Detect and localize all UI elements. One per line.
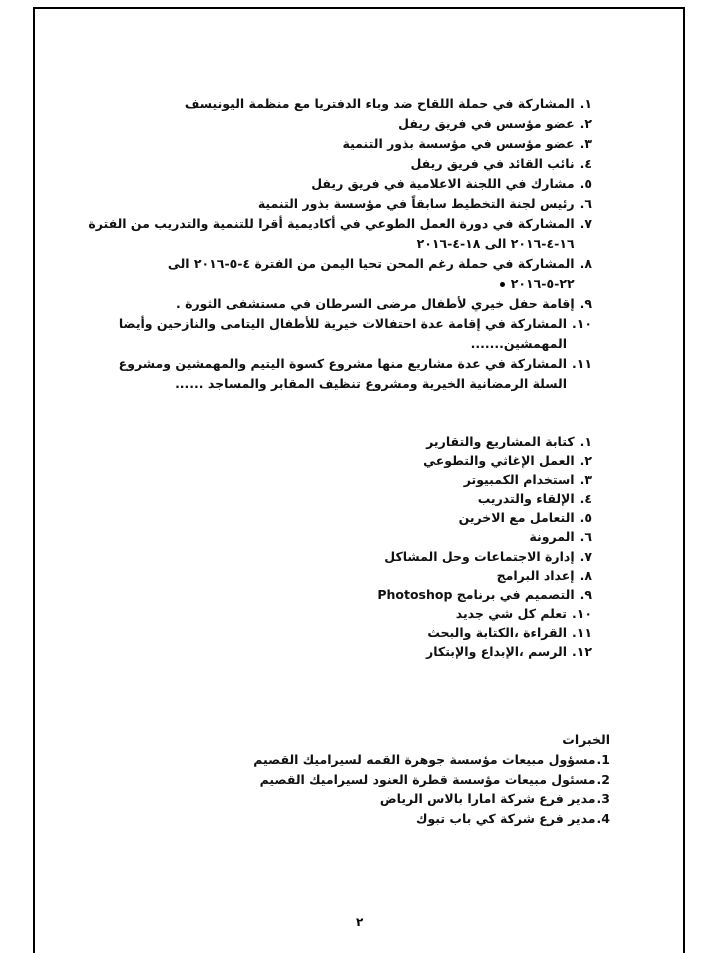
list-item [232, 566, 592, 585]
experience-section [250, 730, 610, 828]
list-item [82, 174, 592, 194]
list-item [250, 770, 610, 790]
item-number: ٣. [579, 136, 592, 151]
item-text: عضو مؤسس في مؤسسة بذور التنمية [342, 136, 575, 151]
list-item [232, 585, 592, 604]
item-number: ٧. [579, 216, 592, 231]
item-number: ١. [579, 96, 592, 111]
item-text: المشاركة في عدة مشاريع منها مشروع كسوة اليتيم والمهمشين ومشروع السلة الرمضانية الخيرية ومشروع تنظيف المقابر والمساجد ...... [118, 356, 567, 391]
item-number: ١٢. [571, 644, 592, 660]
item-text: مسؤول مبيعات مؤسسة جوهرة القمه لسيراميك القصيم [253, 752, 596, 767]
list-item [232, 642, 592, 661]
list-item [232, 432, 592, 451]
item-number: ٢. [579, 116, 592, 131]
item-number: ٤. [579, 491, 592, 507]
list-item [250, 809, 610, 829]
item-text: إقامة حفل خيري لأطفال مرضى السرطان في مستشفى الثورة . [175, 296, 575, 311]
item-text: المرونة [529, 529, 575, 545]
list-item [232, 470, 592, 489]
item-text: مسئول مبيعات مؤسسة قطرة العنود لسيراميك القصيم [259, 771, 596, 787]
list-item [232, 547, 592, 566]
item-text: إعداد البرامج [496, 567, 575, 583]
item-text: عضو مؤسس في فريق ريفل [398, 116, 575, 131]
activities-section [82, 94, 592, 394]
list-item [82, 134, 592, 154]
item-number: ١. [579, 434, 592, 449]
item-number: ٤. [579, 156, 592, 171]
item-text: التعامل مع الاخرين [458, 510, 575, 526]
item-number: ٣. [579, 472, 592, 488]
item-text: مشارك في اللجنة الاعلامية في فريق ريفل [311, 176, 575, 191]
item-text: استخدام الكمبيوتر [463, 472, 575, 488]
item-text: مدير فرع شركة امارا بالاس الرياض [379, 791, 596, 806]
item-number: ٧. [579, 548, 592, 564]
item-number: ٥. [579, 176, 592, 191]
list-item [232, 489, 592, 508]
item-number: ١١. [571, 356, 592, 371]
item-text: القراءة ،الكتابة والبحث [427, 624, 567, 640]
item-number: ٨. [579, 256, 592, 271]
list-item [82, 354, 592, 394]
item-text: المشاركة في حملة اللقاح ضد وباء الدفتريا مع منظمة اليونيسف [184, 96, 575, 111]
item-text: الرسم ،الإبداع والإبتكار [426, 644, 567, 660]
item-text: نائب القائد في فريق ريفل [410, 156, 575, 171]
item-number: 3. [596, 791, 610, 806]
item-text: الإلقاء والتدريب [477, 491, 575, 507]
activities-list [82, 94, 592, 394]
item-text: المشاركة في إقامة عدة احتفالات خيرية للأطفال اليتامى والنازحين وأيضا المهمشين....... [118, 316, 567, 351]
software-name: Photoshop [377, 586, 453, 602]
item-number: ١٠. [571, 316, 592, 331]
item-text: إدارة الاجتماعات وحل المشاكل [384, 548, 575, 564]
skills-section [232, 432, 592, 661]
list-item-continuation [82, 274, 592, 294]
item-text: المشاركة في دورة العمل الطوعي في أكاديمية أقرا للتنمية والتدريب من الفترة ١٦-٤-٢٠١٦ الى ١٨-٤-٢٠١٦ [88, 216, 575, 251]
list-item [232, 451, 592, 470]
item-number: ٦. [579, 196, 592, 211]
list-item [250, 789, 610, 809]
item-number: ١١. [571, 624, 592, 640]
page-number: ٢ [356, 915, 364, 929]
item-text: تعلم كل شي جديد [455, 605, 567, 621]
list-item [82, 194, 592, 214]
item-text: مدير فرع شركة كي باب تبوك [415, 810, 596, 826]
list-item [250, 750, 610, 770]
list-item [82, 314, 592, 354]
list-item [82, 214, 592, 254]
list-item [82, 114, 592, 134]
list-item [82, 154, 592, 174]
item-number: 4. [596, 810, 610, 826]
experience-heading: الخبرات [562, 732, 610, 747]
list-item [232, 508, 592, 527]
list-item [82, 254, 592, 274]
list-item [232, 604, 592, 623]
item-text: العمل الإغاثي والتطوعي [423, 453, 575, 469]
item-number: ٨. [579, 567, 592, 583]
item-text: رئيس لجنة التخطيط سابقاً في مؤسسة بذور التنمية [257, 196, 575, 211]
item-number: 2. [596, 771, 610, 787]
item-number: ٦. [579, 529, 592, 545]
item-number: ٥. [579, 510, 592, 526]
list-item [232, 527, 592, 546]
list-item [82, 294, 592, 314]
item-number: ٢. [579, 453, 592, 469]
item-number: ١٠. [571, 605, 592, 621]
item-text: التصميم في برنامج [456, 586, 575, 602]
list-item [82, 94, 592, 114]
bullet-icon [500, 282, 505, 287]
item-text: المشاركة في حملة رغم المحن تحيا اليمن من الفترة ٤-٥-٢٠١٦ الى [167, 256, 575, 271]
item-number: 1. [596, 752, 610, 767]
experience-list [250, 750, 610, 828]
list-item [232, 623, 592, 642]
item-number: ٩. [579, 586, 592, 602]
item-text: ٢٢-٥-٢٠١٦ [510, 276, 575, 291]
item-text: كتابة المشاريع والتقارير [426, 434, 575, 449]
skills-list [232, 432, 592, 661]
item-number: ٩. [579, 296, 592, 311]
